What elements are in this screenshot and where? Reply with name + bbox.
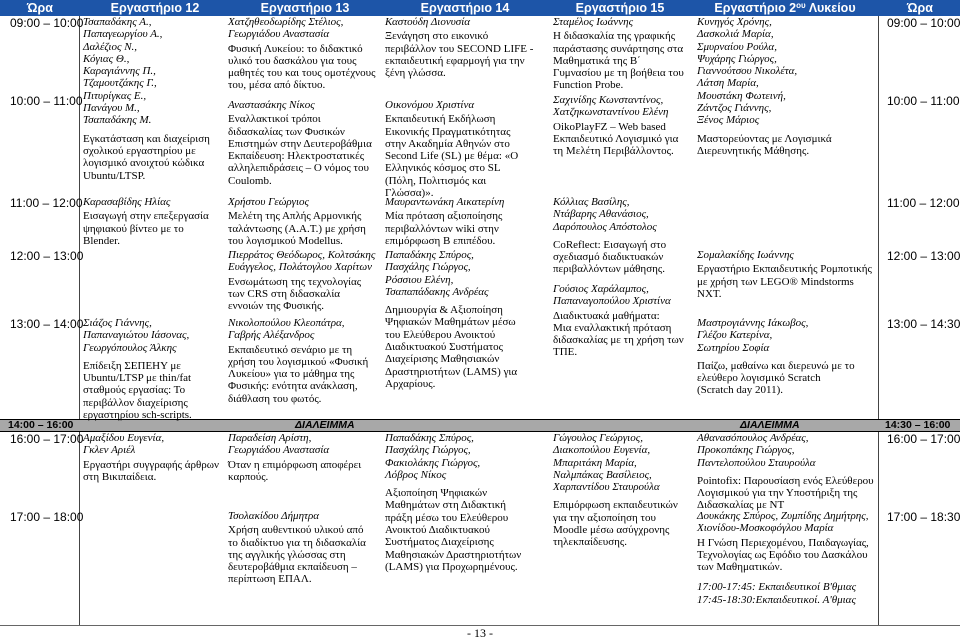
presenter-name: Λάτση Μαρία, bbox=[697, 77, 759, 90]
presenter-name: Ψυχάρης Γιώργος, bbox=[697, 52, 777, 65]
session-title-line: Δραστηριοτήτων (LAMS) για bbox=[385, 365, 518, 378]
time-slot-right: 09:00 – 10:00 bbox=[887, 16, 960, 30]
session-title-line: Εκπαίδευση: Ηλεκτροστατικές bbox=[228, 150, 365, 163]
session-cell bbox=[697, 432, 877, 512]
session-title bbox=[228, 459, 383, 484]
session-title-line: επιμόρφωση Β επιπέδου. bbox=[385, 234, 496, 247]
session-title-line: Αξιοποίηση Ψηφιακών bbox=[385, 487, 488, 500]
session-title-line: Η Γνώση Περιεχομένου, Παιδαγωγίας, bbox=[697, 536, 869, 549]
presenter-name: Χιονίδου-Μοσκοφόγλου Μαρία bbox=[697, 522, 834, 535]
session-title-line: Second Life (SL) με θέμα: «Ο bbox=[385, 150, 519, 163]
session-title-line: αλληλεπιδράσεις – Ο νόμος του bbox=[228, 162, 369, 175]
session-title-line: Διερευνητικής Μάθησης. bbox=[697, 144, 810, 157]
presenter-name: Πιτυρίγκας Ε., bbox=[83, 89, 147, 102]
presenter-name: Παπαναγοπούλου Χριστίνα bbox=[553, 295, 671, 308]
presenter-name: Τσαπαδάκης Μ. bbox=[83, 114, 152, 127]
header-lab-15: Εργαστήριο 15 bbox=[575, 1, 665, 15]
time-slot-right: 12:00 – 13:00 bbox=[887, 249, 960, 263]
session-cell bbox=[228, 510, 383, 586]
session-title-line: Διδασκαλίας με ΝΤ bbox=[697, 499, 785, 512]
session-title bbox=[385, 113, 550, 199]
header-lab-14: Εργαστήριο 14 bbox=[420, 1, 510, 15]
session-title-line: ξένη γλώσσα. bbox=[385, 67, 446, 80]
session-title-line: Γλώσσα)». bbox=[385, 187, 434, 200]
time-slot-right: 10:00 – 11:00 bbox=[887, 94, 960, 108]
presenters bbox=[385, 99, 550, 111]
presenters bbox=[385, 196, 550, 208]
session-title-line: Εναλλακτικοί τρόποι bbox=[228, 113, 321, 126]
session-title-line: Φυσικής: ενότητα ανάκλαση, bbox=[228, 380, 358, 393]
session-title-line: (LAMS) για Προχωρημένους. bbox=[385, 560, 518, 573]
presenter-name: Δουκάκης Σπύρος, Ζυμπίδης Δημήτρης, bbox=[697, 510, 869, 522]
session-title-line: χρήση του λογισμικού «Φυσική bbox=[228, 355, 369, 368]
session-title-line: Ελληνικός κόσμος στο SL bbox=[385, 162, 501, 175]
presenter-name: Αναστασάκης Νίκος bbox=[228, 99, 315, 111]
session-title-line: της αγγλικής γλώσσας στη bbox=[228, 548, 346, 561]
session-title-line: Μαθηματικά της Β΄ bbox=[553, 54, 641, 67]
session-title-line: του, μέσα από δίκτυο. bbox=[228, 79, 326, 92]
session-title bbox=[228, 210, 383, 247]
session-title bbox=[83, 133, 229, 182]
session-title bbox=[553, 121, 691, 158]
session-cell bbox=[228, 99, 383, 187]
column-divider bbox=[878, 16, 879, 419]
session-title-line: Ξενάγηση στο εικονικό bbox=[385, 30, 489, 43]
presenter-name: Σαχινίδης Κωνσταντίνος, bbox=[553, 94, 664, 106]
presenters bbox=[228, 196, 383, 208]
session-title-line: Ανοικτού Διαδικτυακού bbox=[385, 524, 490, 537]
presenter-name: Τσαπαπάδακης Ανδρέας bbox=[385, 285, 489, 298]
presenter-name: Νικολοπούλου Κλεοπάτρα, bbox=[228, 317, 345, 329]
presenter-name: Χατζηκωνσταντίνου Ελένη bbox=[553, 106, 669, 119]
session-title-line: του Ελεύθερου Ανοικτού bbox=[385, 328, 496, 341]
session-cell bbox=[553, 16, 691, 92]
session-title bbox=[228, 524, 383, 585]
presenters bbox=[385, 432, 550, 481]
session-title-line: ελεύθερο λογισμικό Scratch bbox=[697, 372, 821, 385]
session-title-line: για την αξιοποίηση του bbox=[553, 511, 656, 524]
session-cell bbox=[697, 249, 877, 300]
presenter-name: Γεωργιάδου Αναστασία bbox=[228, 28, 330, 41]
session-title-line: Εγκατάσταση και διαχείριση bbox=[83, 132, 210, 145]
presenter-name: Γιαννούτσου Νικολέτα, bbox=[697, 65, 798, 78]
session-cell bbox=[553, 196, 691, 276]
break-time-right: 14:30 – 16:00 bbox=[885, 419, 951, 431]
session-title-line: Εκπαιδευτικό Λογισμικό για bbox=[553, 132, 679, 145]
presenters bbox=[553, 94, 691, 119]
session-note bbox=[697, 581, 877, 606]
session-title bbox=[697, 360, 877, 397]
presenter-name: Προκοπάκης Γιώργος, bbox=[697, 444, 795, 457]
session-title-line: Εκπαιδευτικό σενάριο με τη bbox=[228, 343, 353, 356]
session-title-line: Εργαστήριο Εκπαιδευτικής Ρομποτικής bbox=[697, 263, 872, 276]
presenter-name: Ντάβαρης Αθανάσιος, bbox=[553, 208, 649, 221]
session-cell bbox=[697, 16, 877, 157]
session-title-line: Μαθησιακών Δραστηριοτήτων bbox=[385, 548, 522, 561]
presenters bbox=[83, 432, 229, 457]
presenter-name: Τσολακίδου Δήμητρα bbox=[228, 510, 320, 522]
session-cell bbox=[553, 283, 691, 359]
presenter-name: Φακιολάκης Γιώργος, bbox=[385, 456, 481, 469]
presenter-name: Κόλλιας Βασίλης, bbox=[553, 196, 630, 208]
session-cell bbox=[228, 317, 383, 405]
session-title-line: (Πόλη, Πολιτισμός και bbox=[385, 174, 487, 187]
session-title bbox=[553, 239, 691, 276]
session-title-line: του λογισμικού Modellus. bbox=[228, 234, 343, 247]
presenters bbox=[228, 99, 383, 111]
presenters bbox=[697, 249, 877, 261]
presenter-name: Διακοπούλου Ευγενία, bbox=[553, 444, 651, 457]
session-title-line: NXT. bbox=[697, 287, 722, 300]
session-title-line: περιβαλλόντων μάθησης. bbox=[553, 263, 665, 276]
session-title-line: Moodle μέσω ασύγχρονης bbox=[553, 524, 670, 537]
presenter-name: Χαρπαντίδου Σταυρούλα bbox=[553, 481, 660, 494]
page-number: - 13 - bbox=[467, 626, 493, 640]
presenter-name: Ναλμπάκας Βασίλειος, bbox=[553, 468, 652, 481]
session-title-line: Αρχαρίους. bbox=[385, 377, 436, 390]
session-title-line: σχεδιασμό διαδικτυακών bbox=[553, 251, 664, 264]
session-cell bbox=[385, 432, 550, 573]
presenter-name: Παπαδάκης Σπύρος, bbox=[385, 432, 474, 444]
session-title-line: Λυκείου» για το μάθημα της bbox=[228, 368, 355, 381]
presenter-name: Δαλέζιος Ν., bbox=[83, 40, 138, 53]
session-title bbox=[83, 210, 229, 247]
session-title-line: Εργαστήρι συγγραφής άρθρων bbox=[83, 458, 219, 471]
session-title-line: ψηφιακού βίντεο με το bbox=[83, 222, 184, 235]
presenters bbox=[228, 16, 383, 41]
presenter-name: Τζαμουτζάκης Γ., bbox=[83, 77, 157, 90]
session-title-line: περιβάλλον διαχείρισης bbox=[83, 396, 188, 409]
break-label: ΔΙΑΛΕΙΜΜΑ bbox=[740, 419, 800, 431]
session-title-line: δευτεροβάθμια εκπαίδευση – bbox=[228, 561, 357, 574]
presenter-name: Παπαναγιώτου Ιάσονας, bbox=[83, 329, 190, 342]
presenters bbox=[385, 16, 550, 28]
presenter-name: Μπαριτάκη Μαρία, bbox=[553, 456, 637, 469]
session-title-line: στη Βικιπαίδεια. bbox=[83, 470, 157, 483]
session-title-line: λογισμικό ανοιχτού κώδικα bbox=[83, 157, 205, 170]
presenter-name: Γούσιος Χαράλαμπος, bbox=[553, 283, 649, 295]
session-title-line: τηλεκπαίδευσης. bbox=[553, 536, 627, 549]
presenter-name: Μουστάκη Φωτεινή, bbox=[697, 89, 786, 102]
presenter-name: Κόγιας Θ., bbox=[83, 52, 130, 65]
session-title-line: Εισαγωγή στην επεξεργασία bbox=[83, 210, 209, 223]
schedule-header bbox=[0, 0, 960, 16]
column-divider bbox=[878, 431, 879, 625]
header-time-left: Ώρα bbox=[27, 1, 53, 15]
session-title-line: Μαστορεύοντας με Λογισμικά bbox=[697, 132, 832, 145]
presenter-name: Σταμέλος Ιωάννης bbox=[553, 16, 634, 28]
time-slot: 11:00 – 12:00 bbox=[10, 196, 83, 210]
session-cell bbox=[83, 317, 229, 421]
presenter-name: Αθανασόπουλος Ανδρέας, bbox=[697, 432, 809, 444]
presenter-name: Γαβρής Αλέξανδρος bbox=[228, 329, 315, 342]
session-title-line: ΤΠΕ. bbox=[553, 346, 578, 359]
time-slot: 17:00 – 18:00 bbox=[10, 510, 84, 524]
session-title-line: OikoPlayFZ – Web based bbox=[553, 120, 666, 133]
session-title-line: στην Ακαδημία Αθηνών στο bbox=[385, 137, 510, 150]
presenters bbox=[385, 249, 550, 298]
presenter-name: Παπαγεωργίου Α., bbox=[83, 28, 163, 41]
session-title-line: διάθλαση του φωτός. bbox=[228, 392, 322, 405]
session-title-line: ταλάντωσης (Α.Α.Τ.) με χρήση bbox=[228, 222, 366, 235]
time-slot-right: 17:00 – 18:30 bbox=[887, 510, 960, 524]
session-cell bbox=[83, 432, 229, 483]
session-title-line: με χρήση των LEGO® Mindstorms bbox=[697, 275, 854, 288]
time-slot: 10:00 – 11:00 bbox=[10, 94, 83, 108]
presenter-name: Ευάγγελος, Πολάτογλου Χαρίτων bbox=[228, 261, 373, 274]
presenter-name: Δαρόπουλος Απόστολος bbox=[553, 220, 657, 233]
session-cell bbox=[697, 510, 877, 606]
session-title-line: Pointofix: Παρουσίαση ενός Ελεύθερου bbox=[697, 474, 874, 487]
presenter-name: Πασχάλης Γιώργος, bbox=[385, 444, 471, 457]
presenters bbox=[83, 16, 229, 127]
presenter-name: Λόβρος Νίκος bbox=[385, 468, 447, 481]
session-title-line: Επιμόρφωση εκπαιδευτικών bbox=[553, 499, 678, 512]
session-cell bbox=[697, 317, 877, 397]
session-title-line: το διαδίκτυο για τη διδασκαλία bbox=[228, 536, 366, 549]
presenter-name: Πιερράτος Θεόδωρος, Κολτσάκης bbox=[228, 249, 376, 261]
presenter-name: Καστούδη Διονυσία bbox=[385, 16, 471, 28]
session-title-line: εκπαιδευτική εφαρμογή για την bbox=[385, 54, 525, 67]
presenter-name: Ξένος Μάριος bbox=[697, 114, 760, 127]
presenter-name: Γεωργιάδου Αναστασία bbox=[228, 444, 330, 457]
header-lab-13: Εργαστήριο 13 bbox=[260, 1, 350, 15]
session-cell bbox=[228, 432, 383, 483]
session-title-line: Επιστημών στην Δευτεροβάθμια bbox=[228, 137, 372, 150]
session-title-line: διδασκαλίας με τη χρήση των bbox=[553, 334, 684, 347]
session-title-line: Εικονικής Πραγματικότητας bbox=[385, 125, 511, 138]
session-title-line: Χρήση αυθεντικού υλικού από bbox=[228, 524, 364, 537]
session-title bbox=[697, 133, 877, 158]
session-title-line: περιβαλλόντων wiki στην bbox=[385, 222, 499, 235]
session-title bbox=[385, 210, 550, 247]
presenter-name: Παραδείση Αρίστη, bbox=[228, 432, 312, 444]
session-cell bbox=[553, 94, 691, 157]
session-title-line: Ubuntu/LTSP με thin/fat bbox=[83, 372, 192, 385]
session-cell bbox=[83, 16, 229, 182]
session-cell bbox=[228, 16, 383, 92]
time-slot: 16:00 – 17:00 bbox=[10, 432, 84, 446]
session-title-line: περιβάλλον του SECOND LIFE - bbox=[385, 42, 534, 55]
session-title-line: εργαστηρίου sch-scripts. bbox=[83, 409, 192, 422]
session-cell bbox=[553, 432, 691, 549]
session-title bbox=[385, 487, 550, 573]
session-title-line: Blender. bbox=[83, 234, 120, 247]
presenter-name: Γκλεν Αριέλ bbox=[83, 444, 136, 457]
header-lab-2: Εργαστήριο $2^{o\upsilon}$ Λυκείου bbox=[714, 1, 856, 15]
session-title-line: Γυμνασίου με τη βοήθεια του bbox=[553, 67, 684, 80]
session-title bbox=[228, 276, 388, 313]
presenter-name: Μαυραντωνάκη Αικατερίνη bbox=[385, 196, 505, 208]
break-time-left: 14:00 – 16:00 bbox=[8, 419, 74, 431]
presenter-name: Τσαπαδάκης Α., bbox=[83, 16, 152, 28]
presenters bbox=[228, 249, 388, 274]
presenters bbox=[553, 432, 691, 493]
session-title-line: Μελέτη της Απλής Αρμονικής bbox=[228, 210, 362, 223]
presenters bbox=[83, 196, 229, 208]
session-title bbox=[385, 304, 550, 390]
session-title-line: Ψηφιακών Μαθημάτων μέσω bbox=[385, 316, 516, 329]
session-title-line: τη Μελέτη Περιβάλλοντος. bbox=[553, 145, 674, 158]
presenters bbox=[228, 432, 383, 457]
presenter-name: Αμαξίδου Ευγενία, bbox=[83, 432, 165, 444]
session-title-line: CoReflect: Εισαγωγή στο bbox=[553, 238, 667, 251]
time-slot: 13:00 – 14:00 bbox=[10, 317, 84, 331]
presenter-name: Παντελοπούλου Σταυρούλα bbox=[697, 456, 816, 469]
session-title-line: Function Probe. bbox=[553, 79, 624, 92]
session-title bbox=[697, 537, 877, 574]
session-title bbox=[83, 360, 229, 421]
presenter-name: Γλέζου Κατερίνα, bbox=[697, 329, 773, 342]
time-slot: 12:00 – 13:00 bbox=[10, 249, 84, 263]
session-title-line: μαθητές του και τους ομοτέχνους bbox=[228, 67, 376, 80]
presenters bbox=[553, 283, 691, 308]
session-cell bbox=[83, 196, 229, 247]
session-title-line: σχολικού εργαστηρίου με bbox=[83, 144, 196, 157]
presenter-name: Καραγιάννης Π., bbox=[83, 65, 156, 78]
column-divider bbox=[79, 16, 80, 419]
session-title-line: πράξη μέσω του Ελεύθερου bbox=[385, 511, 509, 524]
presenter-name: Χρήστου Γεώργιος bbox=[228, 196, 310, 208]
session-title-line: Ενσωμάτωση της τεχνολογίας bbox=[228, 275, 362, 288]
session-cell bbox=[385, 249, 550, 390]
presenter-name: Σιάζος Γιάννης, bbox=[83, 317, 152, 329]
header-lab-12: Εργαστήριο 12 bbox=[110, 1, 200, 15]
time-slot-right: 16:00 – 17:00 bbox=[887, 432, 960, 446]
session-title-line: Διαδικτυακά μαθήματα: bbox=[553, 309, 660, 322]
presenters bbox=[697, 317, 877, 354]
session-title-line: Επίδειξη ΣΕΠΕΗΥ με bbox=[83, 359, 181, 372]
presenter-name: Γεωργόπουλος Άλκης bbox=[83, 341, 177, 354]
session-title bbox=[228, 344, 383, 405]
session-title bbox=[697, 263, 877, 300]
presenters bbox=[697, 16, 877, 127]
presenter-name: Κυνηγός Χρόνης, bbox=[697, 16, 772, 28]
session-title-line: Διαδικτυακού Συστήματος bbox=[385, 341, 503, 354]
presenter-name: Παπαδάκης Σπύρος, bbox=[385, 249, 474, 261]
time-slot-right: 13:00 – 14:30 bbox=[887, 317, 960, 331]
session-note-line: 17:45-18:30:Εκπαιδευτικοί. Α'θμιας bbox=[697, 593, 856, 606]
session-title-line: εννοιών της Φυσικής. bbox=[228, 300, 325, 313]
session-title bbox=[228, 113, 383, 187]
session-title bbox=[697, 475, 877, 512]
time-slot: 09:00 – 10:00 bbox=[10, 16, 84, 30]
session-title-line: Coulomb. bbox=[228, 174, 272, 187]
session-title bbox=[83, 459, 229, 484]
presenters bbox=[228, 317, 383, 342]
session-title-line: Τεχνολογίας ως Εφόδιο του Δασκάλου bbox=[697, 548, 868, 561]
column-divider bbox=[79, 431, 80, 625]
session-title-line: καρπούς. bbox=[228, 470, 269, 483]
presenter-name: Πανάγου Μ., bbox=[83, 102, 140, 115]
session-title-line: Μαθημάτων στη Διδακτική bbox=[385, 499, 507, 512]
session-title-line: Όταν η επιμόρφωση αποφέρει bbox=[228, 458, 362, 471]
header-time-right: Ώρα bbox=[907, 1, 933, 15]
session-title-line: Διαχείρισης Μαθησιακών bbox=[385, 353, 500, 366]
session-title-line: Λογισμικού για την Υποστήριξη της bbox=[697, 487, 858, 500]
presenter-name: Πασχάλης Γιώργος, bbox=[385, 261, 471, 274]
presenter-name: Δασκολιά Μαρία, bbox=[697, 28, 774, 41]
presenter-name: Σμυρναίου Ρούλα, bbox=[697, 40, 777, 53]
session-title-line: Μία πρόταση αξιοποίησης bbox=[385, 210, 503, 223]
presenter-name: Ρόσσιου Ελένη, bbox=[385, 273, 454, 286]
session-title-line: Παίζω, μαθαίνω και διερευνώ με το bbox=[697, 359, 855, 372]
session-title-line: Ubuntu/LTSP. bbox=[83, 169, 146, 182]
session-cell bbox=[385, 196, 550, 247]
session-title-line: των CRS στη διδασκαλία bbox=[228, 287, 341, 300]
presenter-name: Καρασαβίδης Ηλίας bbox=[83, 196, 171, 208]
presenters bbox=[697, 432, 877, 469]
session-title-line: υλικό του δασκάλου για τους bbox=[228, 54, 357, 67]
session-title-line: (Scratch day 2011). bbox=[697, 384, 784, 397]
session-title-line: σταθμούς εργασίας: Το bbox=[83, 384, 186, 397]
presenter-name: Οικονόμου Χριστίνα bbox=[385, 99, 475, 111]
session-title-line: παράστασης συνάρτησης στα bbox=[553, 42, 684, 55]
presenters bbox=[553, 16, 691, 28]
session-title bbox=[553, 499, 691, 548]
session-title bbox=[553, 30, 691, 91]
time-slot-right: 11:00 – 12:00 bbox=[887, 196, 960, 210]
presenter-name: Ζάντζος Γιάννης, bbox=[697, 102, 772, 115]
session-cell bbox=[385, 16, 550, 79]
session-title-line: Εκπαιδευτική Εκδήλωση bbox=[385, 113, 496, 126]
session-cell bbox=[228, 196, 383, 247]
presenter-name: Χατζηθεοδωρίδης Στέλιος, bbox=[228, 16, 344, 28]
presenter-name: Σωτηρίου Σοφία bbox=[697, 341, 770, 354]
presenter-name: Σομαλακίδης Ιωάννης bbox=[697, 249, 794, 261]
session-title-line: διδασκαλίας των Φυσικών bbox=[228, 125, 345, 138]
session-title-line: Συστήματος Διαχείρισης bbox=[385, 536, 494, 549]
session-title-line: των Μαθηματικών. bbox=[697, 561, 783, 574]
presenters bbox=[83, 317, 229, 354]
presenters bbox=[553, 196, 691, 233]
session-cell bbox=[385, 99, 550, 199]
presenter-name: Γώγουλος Γεώργιος, bbox=[553, 432, 643, 444]
presenters bbox=[697, 510, 877, 535]
session-note-line: 17:00-17:45: Εκπαιδευτικοί Β'θμιας bbox=[697, 581, 857, 594]
break-label: ΔΙΑΛΕΙΜΜΑ bbox=[295, 419, 355, 431]
session-cell bbox=[228, 249, 388, 312]
session-title bbox=[228, 43, 383, 92]
session-title-line: Φυσική Λυκείου: το διδακτικό bbox=[228, 42, 363, 55]
session-title bbox=[385, 30, 550, 79]
session-title-line: Η διδασκαλία της γραφικής bbox=[553, 30, 676, 43]
session-title-line: Δημιουργία & Αξιοποίηση bbox=[385, 304, 503, 317]
session-title bbox=[553, 310, 691, 359]
session-title-line: Μια εναλλακτική πρόταση bbox=[553, 321, 672, 334]
presenters bbox=[228, 510, 383, 522]
session-title-line: περίπτωση ΕΠΑΛ. bbox=[228, 573, 312, 586]
presenter-name: Μαστρογιάννης Ιάκωβος, bbox=[697, 317, 809, 329]
